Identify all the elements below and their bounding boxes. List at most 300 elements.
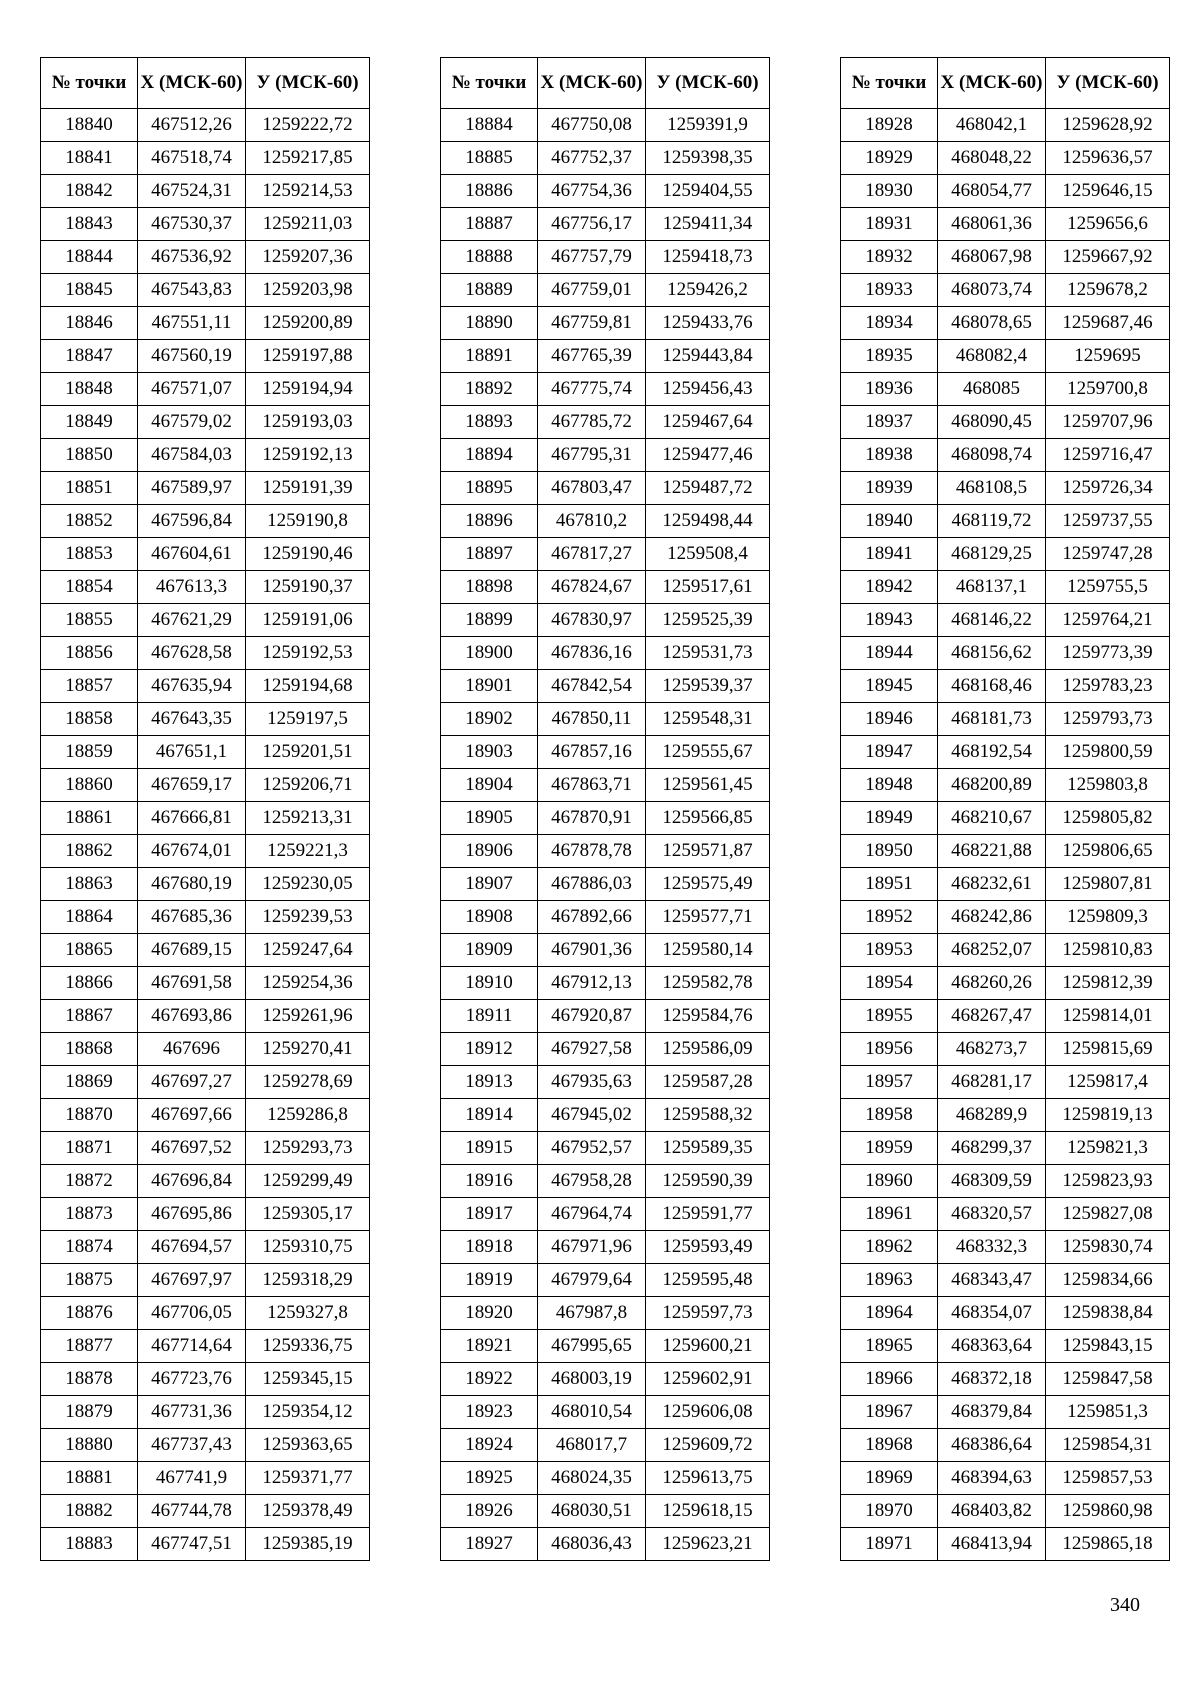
x-coordinate-cell: 467635,94 (138, 670, 246, 703)
y-coordinate-cell: 1259582,78 (646, 967, 770, 1000)
table-row (441, 274, 770, 307)
point-number-cell: 18855 (41, 604, 138, 637)
y-coordinate-cell: 1259194,68 (246, 670, 370, 703)
y-coordinate-cell: 1259667,92 (1046, 241, 1170, 274)
point-number-cell: 18963 (841, 1264, 938, 1297)
y-coordinate-cell: 1259278,69 (246, 1066, 370, 1099)
x-coordinate-cell: 468394,63 (938, 1462, 1046, 1495)
y-coordinate-cell: 1259197,5 (246, 703, 370, 736)
point-number-cell: 18872 (41, 1165, 138, 1198)
y-coordinate-cell: 1259646,15 (1046, 175, 1170, 208)
x-coordinate-cell: 468299,37 (938, 1132, 1046, 1165)
y-coordinate-cell: 1259580,14 (646, 934, 770, 967)
table-row (841, 1198, 1170, 1231)
y-coordinate-cell: 1259812,39 (1046, 967, 1170, 1000)
point-number-cell: 18880 (41, 1429, 138, 1462)
table-row (41, 142, 370, 175)
point-number-cell: 18947 (841, 736, 938, 769)
x-coordinate-cell: 468281,17 (938, 1066, 1046, 1099)
x-coordinate-cell: 468379,84 (938, 1396, 1046, 1429)
y-coordinate-cell: 1259531,73 (646, 637, 770, 670)
y-coordinate-cell: 1259807,81 (1046, 868, 1170, 901)
y-coordinate-cell: 1259517,61 (646, 571, 770, 604)
x-coordinate-cell: 468073,74 (938, 274, 1046, 307)
x-coordinate-cell: 467628,58 (138, 637, 246, 670)
x-coordinate-cell: 468354,07 (938, 1297, 1046, 1330)
table-row (841, 307, 1170, 340)
y-coordinate-cell: 1259851,3 (1046, 1396, 1170, 1429)
point-number-cell: 18858 (41, 703, 138, 736)
point-number-cell: 18843 (41, 208, 138, 241)
y-coordinate-cell: 1259539,37 (646, 670, 770, 703)
x-coordinate-cell: 467643,35 (138, 703, 246, 736)
y-coordinate-cell: 1259201,51 (246, 736, 370, 769)
y-coordinate-cell: 1259203,98 (246, 274, 370, 307)
y-coordinate-cell: 1259613,75 (646, 1462, 770, 1495)
y-coordinate-cell: 1259254,36 (246, 967, 370, 1000)
point-number-cell: 18914 (441, 1099, 538, 1132)
table-row (841, 1495, 1170, 1528)
table-row (841, 1462, 1170, 1495)
point-number-cell: 18879 (41, 1396, 138, 1429)
y-coordinate-cell: 1259398,35 (646, 142, 770, 175)
point-number-cell: 18922 (441, 1363, 538, 1396)
x-coordinate-cell: 468363,64 (938, 1330, 1046, 1363)
y-coordinate-cell: 1259800,59 (1046, 736, 1170, 769)
table-row (41, 1066, 370, 1099)
y-coordinate-cell: 1259827,08 (1046, 1198, 1170, 1231)
table-row (841, 142, 1170, 175)
table-row (441, 1528, 770, 1561)
table-row (841, 571, 1170, 604)
y-coordinate-cell: 1259737,55 (1046, 505, 1170, 538)
x-coordinate-cell: 468267,47 (938, 1000, 1046, 1033)
x-coordinate-cell: 468090,45 (938, 406, 1046, 439)
y-coordinate-cell: 1259305,17 (246, 1198, 370, 1231)
table-row (841, 736, 1170, 769)
point-number-cell: 18927 (441, 1528, 538, 1561)
table-row (41, 175, 370, 208)
x-coordinate-cell: 468017,7 (538, 1429, 646, 1462)
y-coordinate-cell: 1259363,65 (246, 1429, 370, 1462)
coordinates-table-2 (440, 57, 770, 1561)
x-coordinate-cell: 467927,58 (538, 1033, 646, 1066)
table-row (841, 637, 1170, 670)
header-y: У (МСК-60) (246, 58, 370, 109)
point-number-cell: 18944 (841, 637, 938, 670)
x-coordinate-cell: 467747,51 (138, 1528, 246, 1561)
y-coordinate-cell: 1259589,35 (646, 1132, 770, 1165)
y-coordinate-cell: 1259270,41 (246, 1033, 370, 1066)
table-row (841, 1000, 1170, 1033)
x-coordinate-cell: 467697,52 (138, 1132, 246, 1165)
x-coordinate-cell: 467560,19 (138, 340, 246, 373)
x-coordinate-cell: 467685,36 (138, 901, 246, 934)
x-coordinate-cell: 468146,22 (938, 604, 1046, 637)
y-coordinate-cell: 1259336,75 (246, 1330, 370, 1363)
table-row (841, 1066, 1170, 1099)
y-coordinate-cell: 1259805,82 (1046, 802, 1170, 835)
x-coordinate-cell: 468372,18 (938, 1363, 1046, 1396)
y-coordinate-cell: 1259456,43 (646, 373, 770, 406)
table-row (441, 1066, 770, 1099)
y-coordinate-cell: 1259192,13 (246, 439, 370, 472)
point-number-cell: 18915 (441, 1132, 538, 1165)
y-coordinate-cell: 1259602,91 (646, 1363, 770, 1396)
table-row (41, 109, 370, 142)
table-row (441, 1396, 770, 1429)
x-coordinate-cell: 467912,13 (538, 967, 646, 1000)
table-row (841, 175, 1170, 208)
point-number-cell: 18878 (41, 1363, 138, 1396)
y-coordinate-cell: 1259587,28 (646, 1066, 770, 1099)
x-coordinate-cell: 467920,87 (538, 1000, 646, 1033)
x-coordinate-cell: 467757,79 (538, 241, 646, 274)
point-number-cell: 18905 (441, 802, 538, 835)
table-row (41, 1231, 370, 1264)
point-number-cell: 18937 (841, 406, 938, 439)
point-number-cell: 18901 (441, 670, 538, 703)
y-coordinate-cell: 1259197,88 (246, 340, 370, 373)
y-coordinate-cell: 1259354,12 (246, 1396, 370, 1429)
x-coordinate-cell: 467691,58 (138, 967, 246, 1000)
y-coordinate-cell: 1259191,06 (246, 604, 370, 637)
x-coordinate-cell: 468413,94 (938, 1528, 1046, 1561)
x-coordinate-cell: 467759,81 (538, 307, 646, 340)
y-coordinate-cell: 1259584,76 (646, 1000, 770, 1033)
point-number-cell: 18969 (841, 1462, 938, 1495)
x-coordinate-cell: 468386,64 (938, 1429, 1046, 1462)
y-coordinate-cell: 1259838,84 (1046, 1297, 1170, 1330)
y-coordinate-cell: 1259755,5 (1046, 571, 1170, 604)
x-coordinate-cell: 467512,26 (138, 109, 246, 142)
table-row (841, 604, 1170, 637)
x-coordinate-cell: 467596,84 (138, 505, 246, 538)
x-coordinate-cell: 467765,39 (538, 340, 646, 373)
x-coordinate-cell: 467759,01 (538, 274, 646, 307)
point-number-cell: 18897 (441, 538, 538, 571)
table-row (841, 1528, 1170, 1561)
table-row (441, 1000, 770, 1033)
y-coordinate-cell: 1259600,21 (646, 1330, 770, 1363)
point-number-cell: 18951 (841, 868, 938, 901)
x-coordinate-cell: 467524,31 (138, 175, 246, 208)
table-row (841, 901, 1170, 934)
y-coordinate-cell: 1259385,19 (246, 1528, 370, 1561)
point-number-cell: 18859 (41, 736, 138, 769)
coordinates-table-1 (40, 57, 370, 1561)
x-coordinate-cell: 467737,43 (138, 1429, 246, 1462)
x-coordinate-cell: 468129,25 (938, 538, 1046, 571)
point-number-cell: 18904 (441, 769, 538, 802)
y-coordinate-cell: 1259191,39 (246, 472, 370, 505)
x-coordinate-cell: 467987,8 (538, 1297, 646, 1330)
table-row (441, 505, 770, 538)
point-number-cell: 18939 (841, 472, 938, 505)
x-coordinate-cell: 468320,57 (938, 1198, 1046, 1231)
table-row (41, 1495, 370, 1528)
point-number-cell: 18857 (41, 670, 138, 703)
point-number-cell: 18949 (841, 802, 938, 835)
point-number-cell: 18913 (441, 1066, 538, 1099)
table-row (841, 505, 1170, 538)
table-row (441, 1363, 770, 1396)
point-number-cell: 18948 (841, 769, 938, 802)
y-coordinate-cell: 1259695 (1046, 340, 1170, 373)
x-coordinate-cell: 467706,05 (138, 1297, 246, 1330)
point-number-cell: 18910 (441, 967, 538, 1000)
point-number-cell: 18875 (41, 1264, 138, 1297)
x-coordinate-cell: 467621,29 (138, 604, 246, 637)
table-row (41, 1429, 370, 1462)
point-number-cell: 18883 (41, 1528, 138, 1561)
point-number-cell: 18916 (441, 1165, 538, 1198)
table-row (41, 637, 370, 670)
table-row (41, 1297, 370, 1330)
table-row (841, 1099, 1170, 1132)
x-coordinate-cell: 467945,02 (538, 1099, 646, 1132)
point-number-cell: 18958 (841, 1099, 938, 1132)
x-coordinate-cell: 467696 (138, 1033, 246, 1066)
y-coordinate-cell: 1259857,53 (1046, 1462, 1170, 1495)
y-coordinate-cell: 1259299,49 (246, 1165, 370, 1198)
point-number-cell: 18867 (41, 1000, 138, 1033)
point-number-cell: 18874 (41, 1231, 138, 1264)
point-number-cell: 18864 (41, 901, 138, 934)
y-coordinate-cell: 1259847,58 (1046, 1363, 1170, 1396)
y-coordinate-cell: 1259618,15 (646, 1495, 770, 1528)
table-row (441, 1462, 770, 1495)
point-number-cell: 18964 (841, 1297, 938, 1330)
y-coordinate-cell: 1259636,57 (1046, 142, 1170, 175)
y-coordinate-cell: 1259590,39 (646, 1165, 770, 1198)
x-coordinate-cell: 468232,61 (938, 868, 1046, 901)
table-row (41, 274, 370, 307)
table-row (41, 340, 370, 373)
y-coordinate-cell: 1259561,45 (646, 769, 770, 802)
point-number-cell: 18956 (841, 1033, 938, 1066)
x-coordinate-cell: 467714,64 (138, 1330, 246, 1363)
y-coordinate-cell: 1259597,73 (646, 1297, 770, 1330)
y-coordinate-cell: 1259854,31 (1046, 1429, 1170, 1462)
table-header-row (41, 58, 370, 109)
x-coordinate-cell: 467964,74 (538, 1198, 646, 1231)
y-coordinate-cell: 1259860,98 (1046, 1495, 1170, 1528)
table-row (41, 1033, 370, 1066)
table-row (841, 703, 1170, 736)
table-row (441, 703, 770, 736)
table-row (41, 571, 370, 604)
y-coordinate-cell: 1259190,37 (246, 571, 370, 604)
point-number-cell: 18966 (841, 1363, 938, 1396)
table-row (441, 934, 770, 967)
point-number-cell: 18851 (41, 472, 138, 505)
y-coordinate-cell: 1259555,67 (646, 736, 770, 769)
table-row (441, 472, 770, 505)
x-coordinate-cell: 467651,1 (138, 736, 246, 769)
y-coordinate-cell: 1259477,46 (646, 439, 770, 472)
y-coordinate-cell: 1259194,94 (246, 373, 370, 406)
table-row (841, 1033, 1170, 1066)
table-row (41, 307, 370, 340)
point-number-cell: 18959 (841, 1132, 938, 1165)
point-number-cell: 18873 (41, 1198, 138, 1231)
point-number-cell: 18954 (841, 967, 938, 1000)
x-coordinate-cell: 467830,97 (538, 604, 646, 637)
table-row (841, 1132, 1170, 1165)
y-coordinate-cell: 1259327,8 (246, 1297, 370, 1330)
y-coordinate-cell: 1259726,34 (1046, 472, 1170, 505)
x-coordinate-cell: 467886,03 (538, 868, 646, 901)
y-coordinate-cell: 1259222,72 (246, 109, 370, 142)
point-number-cell: 18886 (441, 175, 538, 208)
x-coordinate-cell: 468024,35 (538, 1462, 646, 1495)
x-coordinate-cell: 467731,36 (138, 1396, 246, 1429)
y-coordinate-cell: 1259230,05 (246, 868, 370, 901)
table-row (841, 835, 1170, 868)
table-row (41, 802, 370, 835)
point-number-cell: 18896 (441, 505, 538, 538)
page-number: 340 (1110, 1594, 1140, 1616)
x-coordinate-cell: 467584,03 (138, 439, 246, 472)
table-row (841, 274, 1170, 307)
point-number-cell: 18919 (441, 1264, 538, 1297)
table-header-row (441, 58, 770, 109)
point-number-cell: 18940 (841, 505, 938, 538)
table-row (841, 1165, 1170, 1198)
point-number-cell: 18893 (441, 406, 538, 439)
y-coordinate-cell: 1259261,96 (246, 1000, 370, 1033)
y-coordinate-cell: 1259411,34 (646, 208, 770, 241)
y-coordinate-cell: 1259819,13 (1046, 1099, 1170, 1132)
header-point-number: № точки (441, 58, 538, 109)
table-row (441, 208, 770, 241)
x-coordinate-cell: 467696,84 (138, 1165, 246, 1198)
x-coordinate-cell: 467817,27 (538, 538, 646, 571)
x-coordinate-cell: 467863,71 (538, 769, 646, 802)
x-coordinate-cell: 467803,47 (538, 472, 646, 505)
x-coordinate-cell: 468137,1 (938, 571, 1046, 604)
table-row (41, 406, 370, 439)
x-coordinate-cell: 467824,67 (538, 571, 646, 604)
point-number-cell: 18861 (41, 802, 138, 835)
x-coordinate-cell: 468200,89 (938, 769, 1046, 802)
point-number-cell: 18931 (841, 208, 938, 241)
x-coordinate-cell: 468119,72 (938, 505, 1046, 538)
table-row (441, 1198, 770, 1231)
x-coordinate-cell: 467543,83 (138, 274, 246, 307)
point-number-cell: 18945 (841, 670, 938, 703)
table-row (841, 1396, 1170, 1429)
table-row (441, 373, 770, 406)
y-coordinate-cell: 1259623,21 (646, 1528, 770, 1561)
table-row (841, 109, 1170, 142)
y-coordinate-cell: 1259815,69 (1046, 1033, 1170, 1066)
x-coordinate-cell: 467775,74 (538, 373, 646, 406)
point-number-cell: 18906 (441, 835, 538, 868)
y-coordinate-cell: 1259577,71 (646, 901, 770, 934)
x-coordinate-cell: 467723,76 (138, 1363, 246, 1396)
point-number-cell: 18899 (441, 604, 538, 637)
y-coordinate-cell: 1259609,72 (646, 1429, 770, 1462)
table-row (841, 670, 1170, 703)
point-number-cell: 18929 (841, 142, 938, 175)
x-coordinate-cell: 467935,63 (538, 1066, 646, 1099)
y-coordinate-cell: 1259865,18 (1046, 1528, 1170, 1561)
table-row (841, 1330, 1170, 1363)
y-coordinate-cell: 1259345,15 (246, 1363, 370, 1396)
point-number-cell: 18888 (441, 241, 538, 274)
x-coordinate-cell: 468048,22 (938, 142, 1046, 175)
x-coordinate-cell: 467750,08 (538, 109, 646, 142)
table-row (441, 175, 770, 208)
point-number-cell: 18953 (841, 934, 938, 967)
y-coordinate-cell: 1259467,64 (646, 406, 770, 439)
y-coordinate-cell: 1259773,39 (1046, 637, 1170, 670)
point-number-cell: 18917 (441, 1198, 538, 1231)
x-coordinate-cell: 468010,54 (538, 1396, 646, 1429)
point-number-cell: 18852 (41, 505, 138, 538)
x-coordinate-cell: 467754,36 (538, 175, 646, 208)
y-coordinate-cell: 1259716,47 (1046, 439, 1170, 472)
table-row (441, 604, 770, 637)
point-number-cell: 18967 (841, 1396, 938, 1429)
y-coordinate-cell: 1259809,3 (1046, 901, 1170, 934)
y-coordinate-cell: 1259318,29 (246, 1264, 370, 1297)
x-coordinate-cell: 467551,11 (138, 307, 246, 340)
table-row (41, 1363, 370, 1396)
x-coordinate-cell: 467530,37 (138, 208, 246, 241)
table-row (841, 1264, 1170, 1297)
table-row (441, 538, 770, 571)
point-number-cell: 18890 (441, 307, 538, 340)
point-number-cell: 18932 (841, 241, 938, 274)
header-x: X (МСК-60) (138, 58, 246, 109)
y-coordinate-cell: 1259217,85 (246, 142, 370, 175)
y-coordinate-cell: 1259443,84 (646, 340, 770, 373)
point-number-cell: 18887 (441, 208, 538, 241)
y-coordinate-cell: 1259687,46 (1046, 307, 1170, 340)
y-coordinate-cell: 1259764,21 (1046, 604, 1170, 637)
y-coordinate-cell: 1259783,23 (1046, 670, 1170, 703)
x-coordinate-cell: 468156,62 (938, 637, 1046, 670)
table-row (41, 769, 370, 802)
x-coordinate-cell: 468030,51 (538, 1495, 646, 1528)
table-row (441, 769, 770, 802)
table-row (841, 868, 1170, 901)
y-coordinate-cell: 1259293,73 (246, 1132, 370, 1165)
x-coordinate-cell: 467971,96 (538, 1231, 646, 1264)
x-coordinate-cell: 467995,65 (538, 1330, 646, 1363)
x-coordinate-cell: 468403,82 (938, 1495, 1046, 1528)
y-coordinate-cell: 1259575,49 (646, 868, 770, 901)
y-coordinate-cell: 1259810,83 (1046, 934, 1170, 967)
y-coordinate-cell: 1259814,01 (1046, 1000, 1170, 1033)
table-row (41, 901, 370, 934)
y-coordinate-cell: 1259591,77 (646, 1198, 770, 1231)
y-coordinate-cell: 1259806,65 (1046, 835, 1170, 868)
table-row (841, 340, 1170, 373)
header-point-number: № точки (41, 58, 138, 109)
y-coordinate-cell: 1259498,44 (646, 505, 770, 538)
table-row (441, 142, 770, 175)
x-coordinate-cell: 467604,61 (138, 538, 246, 571)
y-coordinate-cell: 1259310,75 (246, 1231, 370, 1264)
y-coordinate-cell: 1259404,55 (646, 175, 770, 208)
table-row (441, 340, 770, 373)
table-row (441, 571, 770, 604)
y-coordinate-cell: 1259595,48 (646, 1264, 770, 1297)
